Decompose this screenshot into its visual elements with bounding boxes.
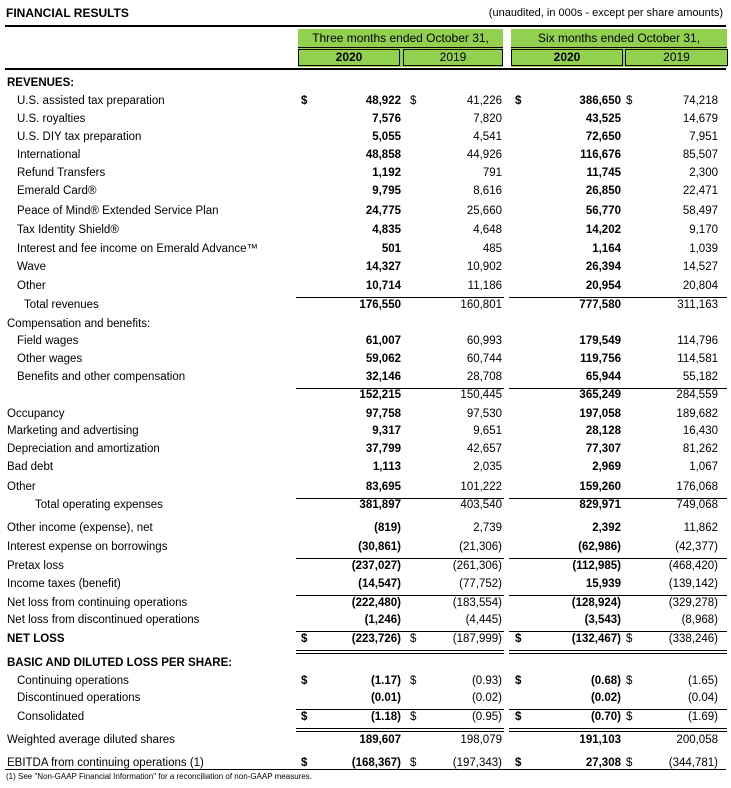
currency-symbol: $ <box>626 675 633 687</box>
cell-value: 42,657 <box>466 443 502 455</box>
top-rule <box>5 25 726 27</box>
row-label: U.S. DIY tax preparation <box>17 131 142 143</box>
cell-value: 58,497 <box>682 205 718 217</box>
subtotal-rule <box>404 558 504 559</box>
cell-value: (222,480) <box>351 597 401 609</box>
cell-value: 14,679 <box>682 113 718 125</box>
cell-value: 61,007 <box>365 335 401 347</box>
header-six-months-rule <box>511 47 727 48</box>
subtotal-rule <box>296 558 404 559</box>
row-label: Peace of Mind® Extended Service Plan <box>17 205 219 217</box>
cell-value: 191,103 <box>579 734 621 746</box>
row-label: Total revenues <box>24 299 99 311</box>
cell-value: 189,607 <box>359 734 401 746</box>
cell-value: (30,861) <box>358 541 401 553</box>
cell-value: 152,215 <box>359 389 401 401</box>
cell-value: 311,163 <box>677 299 718 311</box>
cell-value: 1,192 <box>372 167 401 179</box>
cell-value: 116,676 <box>580 149 621 161</box>
cell-value: 60,744 <box>466 353 502 365</box>
cell-value: 11,186 <box>467 280 502 292</box>
cell-value: 2,035 <box>473 461 502 473</box>
currency-symbol: $ <box>410 711 417 723</box>
cell-value: 14,202 <box>585 224 621 236</box>
subtotal-rule <box>509 297 624 298</box>
row-label: NET LOSS <box>7 633 65 645</box>
year-2019-q: 2019 <box>403 49 503 66</box>
cell-value: 85,507 <box>682 149 718 161</box>
subtotal-rule <box>509 709 624 710</box>
currency-symbol: $ <box>515 95 522 107</box>
cell-value: (187,999) <box>452 633 502 645</box>
cell-value: 200,058 <box>676 734 718 746</box>
cell-value: 150,445 <box>460 389 502 401</box>
cell-value: 2,739 <box>473 522 502 534</box>
cell-value: 7,951 <box>689 131 718 143</box>
row-label: Consolidated <box>17 711 85 723</box>
cell-value: 2,300 <box>689 167 718 179</box>
cell-value: 777,580 <box>579 299 621 311</box>
total-double-rule <box>509 650 624 654</box>
cell-value: 1,164 <box>592 243 621 255</box>
cell-value: (0.93) <box>471 675 502 687</box>
row-label: EBITDA from continuing operations (1) <box>7 757 204 769</box>
cell-value: 41,226 <box>466 95 502 107</box>
row-label: Other <box>17 280 46 292</box>
row-label: Interest and fee income on Emerald Advance™ <box>17 243 259 255</box>
cell-value: 1,113 <box>372 461 401 473</box>
subtotal-rule <box>509 631 624 632</box>
row-label: Depreciation and amortization <box>7 443 160 455</box>
cell-value: 11,745 <box>586 167 621 179</box>
cell-value: 25,660 <box>466 205 502 217</box>
cell-value: (168,367) <box>351 757 401 769</box>
row-label: Marketing and advertising <box>7 425 139 437</box>
cell-value: 20,804 <box>682 280 718 292</box>
cell-value: (42,377) <box>675 541 718 553</box>
subtotal-rule <box>296 631 404 632</box>
row-label: Bad debt <box>7 461 54 473</box>
cell-value: 160,801 <box>460 299 502 311</box>
row-label: Discontinued operations <box>17 692 141 704</box>
cell-value: (0.04) <box>687 692 718 704</box>
cell-value: 189,682 <box>676 408 718 420</box>
currency-symbol: $ <box>410 95 417 107</box>
currency-symbol: $ <box>410 757 417 769</box>
cell-value: 403,540 <box>460 499 502 511</box>
cell-value: 176,068 <box>676 481 718 493</box>
row-label: Interest expense on borrowings <box>7 541 168 553</box>
currency-symbol: $ <box>301 95 308 107</box>
currency-symbol: $ <box>626 711 633 723</box>
cell-value: (819) <box>374 522 401 534</box>
cell-value: (1.18) <box>370 711 401 723</box>
cell-value: 44,926 <box>466 149 502 161</box>
cell-value: 284,559 <box>676 389 718 401</box>
cell-value: (183,554) <box>452 597 502 609</box>
header-three-months-rule <box>298 47 503 48</box>
cell-value: (0.01) <box>370 692 401 704</box>
cell-value: (329,278) <box>668 597 718 609</box>
subtotal-rule <box>404 631 504 632</box>
cell-value: 48,922 <box>365 95 401 107</box>
cell-value: 28,708 <box>466 371 502 383</box>
cell-value: 26,850 <box>585 185 621 197</box>
cell-value: (0.68) <box>590 675 621 687</box>
row-label: Emerald Card® <box>17 185 97 197</box>
currency-symbol: $ <box>515 711 522 723</box>
cell-value: 16,430 <box>682 425 718 437</box>
cell-value: 20,954 <box>585 280 621 292</box>
cell-value: 60,993 <box>466 335 502 347</box>
subtotal-rule <box>624 595 727 596</box>
currency-symbol: $ <box>626 757 633 769</box>
cell-value: (62,986) <box>578 541 621 553</box>
cell-value: 829,971 <box>579 499 621 511</box>
cell-value: 72,650 <box>585 131 621 143</box>
report-title: FINANCIAL RESULTS <box>6 6 129 20</box>
unaudited-note: (unaudited, in 000s - except per share amounts) <box>488 7 723 19</box>
cell-value: 791 <box>482 167 502 179</box>
cell-value: 176,550 <box>359 299 401 311</box>
header-bottom-rule <box>5 68 726 70</box>
cell-value: 7,576 <box>372 113 401 125</box>
cell-value: (237,027) <box>351 560 401 572</box>
year-2019-h: 2019 <box>625 49 728 66</box>
row-label: Other income (expense), net <box>7 522 153 534</box>
total-double-rule <box>296 728 404 732</box>
cell-value: 119,756 <box>580 353 621 365</box>
cell-value: 28,128 <box>585 425 621 437</box>
cell-value: 24,775 <box>365 205 401 217</box>
row-label: Weighted average diluted shares <box>7 734 175 746</box>
row-label: Continuing operations <box>17 675 129 687</box>
row-label: U.S. royalties <box>17 113 86 125</box>
cell-value: 179,549 <box>579 335 621 347</box>
cell-value: (344,781) <box>668 757 718 769</box>
currency-symbol: $ <box>515 757 522 769</box>
cell-value: (77,752) <box>459 578 502 590</box>
year-2020-q: 2020 <box>298 49 400 66</box>
cell-value: (3,543) <box>584 614 621 626</box>
cell-value: (132,467) <box>571 633 621 645</box>
row-label: Net loss from continuing operations <box>7 597 188 609</box>
cell-value: 74,218 <box>682 95 718 107</box>
cell-value: 10,902 <box>466 261 502 273</box>
total-double-rule <box>404 650 504 654</box>
cell-value: (112,985) <box>572 560 621 572</box>
cell-value: (338,246) <box>668 633 718 645</box>
cell-value: (197,343) <box>452 757 502 769</box>
cell-value: 365,249 <box>579 389 621 401</box>
cell-value: 9,317 <box>372 425 401 437</box>
cell-value: 4,541 <box>473 131 502 143</box>
row-label: International <box>17 149 81 161</box>
cell-value: (0.70) <box>590 711 621 723</box>
cell-value: 386,650 <box>579 95 621 107</box>
cell-value: 101,222 <box>460 481 502 493</box>
cell-value: 37,799 <box>365 443 401 455</box>
cell-value: (0.02) <box>590 692 621 704</box>
cell-value: 14,327 <box>365 261 401 273</box>
row-label: BASIC AND DILUTED LOSS PER SHARE: <box>7 657 233 669</box>
cell-value: 9,795 <box>372 185 401 197</box>
cell-value: 114,581 <box>677 353 718 365</box>
cell-value: 27,308 <box>585 757 621 769</box>
cell-value: (0.95) <box>471 711 502 723</box>
cell-value: (223,726) <box>351 633 401 645</box>
currency-symbol: $ <box>301 633 308 645</box>
cell-value: 4,835 <box>372 224 401 236</box>
cell-value: 22,471 <box>682 185 718 197</box>
cell-value: 4,648 <box>473 224 502 236</box>
cell-value: 749,068 <box>676 499 718 511</box>
header-six-months: Six months ended October 31, <box>537 31 701 45</box>
row-label: Net loss from discontinued operations <box>7 614 200 626</box>
currency-symbol: $ <box>626 633 633 645</box>
cell-value: 197,058 <box>579 408 621 420</box>
header-three-months: Three months ended October 31, <box>312 31 489 45</box>
cell-value: (14,547) <box>358 578 401 590</box>
cell-value: (261,306) <box>452 560 502 572</box>
currency-symbol: $ <box>301 675 308 687</box>
total-double-rule <box>509 728 624 732</box>
cell-value: 11,862 <box>683 522 718 534</box>
cell-value: 1,067 <box>689 461 718 473</box>
subtotal-rule <box>509 558 624 559</box>
cell-value: 114,796 <box>677 335 718 347</box>
row-label: Pretax loss <box>7 560 64 572</box>
subtotal-rule <box>624 709 727 710</box>
cell-value: 26,394 <box>585 261 621 273</box>
cell-value: (1.17) <box>370 675 401 687</box>
subtotal-rule <box>404 595 504 596</box>
subtotal-rule <box>296 595 404 596</box>
cell-value: 10,714 <box>365 280 401 292</box>
cell-value: 59,062 <box>365 353 401 365</box>
row-label: Other <box>7 481 36 493</box>
row-label: Tax Identity Shield® <box>17 224 119 236</box>
cell-value: 501 <box>381 243 401 255</box>
cell-value: 198,079 <box>460 734 502 746</box>
cell-value: 381,897 <box>359 499 401 511</box>
cell-value: (1,246) <box>364 614 401 626</box>
cell-value: (1.69) <box>687 711 718 723</box>
currency-symbol: $ <box>410 633 417 645</box>
subtotal-rule <box>296 709 404 710</box>
currency-symbol: $ <box>515 633 522 645</box>
subtotal-rule <box>624 297 727 298</box>
cell-value: (4,445) <box>465 614 502 626</box>
cell-value: (139,142) <box>668 578 718 590</box>
cell-value: 48,858 <box>365 149 401 161</box>
cell-value: 1,039 <box>689 243 718 255</box>
cell-value: (128,924) <box>571 597 621 609</box>
cell-value: 55,182 <box>682 371 718 383</box>
total-double-rule <box>624 728 727 732</box>
cell-value: (1.65) <box>687 675 718 687</box>
cell-value: (468,420) <box>668 560 718 572</box>
row-label: Refund Transfers <box>17 167 106 179</box>
row-label: REVENUES: <box>7 77 75 89</box>
cell-value: 2,969 <box>592 461 621 473</box>
row-label: Income taxes (benefit) <box>7 578 121 590</box>
currency-symbol: $ <box>515 675 522 687</box>
cell-value: 7,820 <box>473 113 502 125</box>
cell-value: (0.02) <box>471 692 502 704</box>
subtotal-rule <box>509 595 624 596</box>
subtotal-rule <box>296 297 404 298</box>
cell-value: 77,307 <box>585 443 621 455</box>
row-label: Compensation and benefits: <box>7 318 151 330</box>
currency-symbol: $ <box>301 711 308 723</box>
subtotal-rule <box>404 297 504 298</box>
currency-symbol: $ <box>410 675 417 687</box>
cell-value: 43,525 <box>585 113 621 125</box>
cell-value: 97,530 <box>466 408 502 420</box>
footnote: (1) See "Non-GAAP Financial Information" for a reconciliation of non-GAAP measures. <box>6 772 312 781</box>
row-label: Other wages <box>17 353 83 365</box>
row-label: Total operating expenses <box>35 499 163 511</box>
total-double-rule <box>296 650 404 654</box>
cell-value: 9,651 <box>473 425 502 437</box>
cell-value: 485 <box>482 243 502 255</box>
cell-value: 9,170 <box>689 224 718 236</box>
cell-value: 56,770 <box>585 205 621 217</box>
cell-value: 81,262 <box>682 443 718 455</box>
currency-symbol: $ <box>301 757 308 769</box>
cell-value: 65,944 <box>585 371 621 383</box>
cell-value: 83,695 <box>365 481 401 493</box>
cell-value: 97,758 <box>365 408 401 420</box>
subtotal-rule <box>404 709 504 710</box>
row-label: Field wages <box>17 335 79 347</box>
currency-symbol: $ <box>626 95 633 107</box>
cell-value: (21,306) <box>459 541 502 553</box>
cell-value: 32,146 <box>365 371 401 383</box>
cell-value: 5,055 <box>372 131 401 143</box>
cell-value: 8,616 <box>473 185 502 197</box>
cell-value: 15,939 <box>585 578 621 590</box>
total-double-rule <box>624 650 727 654</box>
row-label: Wave <box>17 261 46 273</box>
cell-value: 2,392 <box>592 522 621 534</box>
year-2020-h: 2020 <box>511 49 623 66</box>
cell-value: (8,968) <box>681 614 718 626</box>
row-label: Occupancy <box>7 408 65 420</box>
row-label: Benefits and other compensation <box>17 371 186 383</box>
bottom-rule <box>5 769 726 770</box>
subtotal-rule <box>624 631 727 632</box>
cell-value: 159,260 <box>579 481 621 493</box>
cell-value: 14,527 <box>682 261 718 273</box>
total-double-rule <box>404 728 504 732</box>
subtotal-rule <box>624 558 727 559</box>
row-label: U.S. assisted tax preparation <box>17 95 165 107</box>
